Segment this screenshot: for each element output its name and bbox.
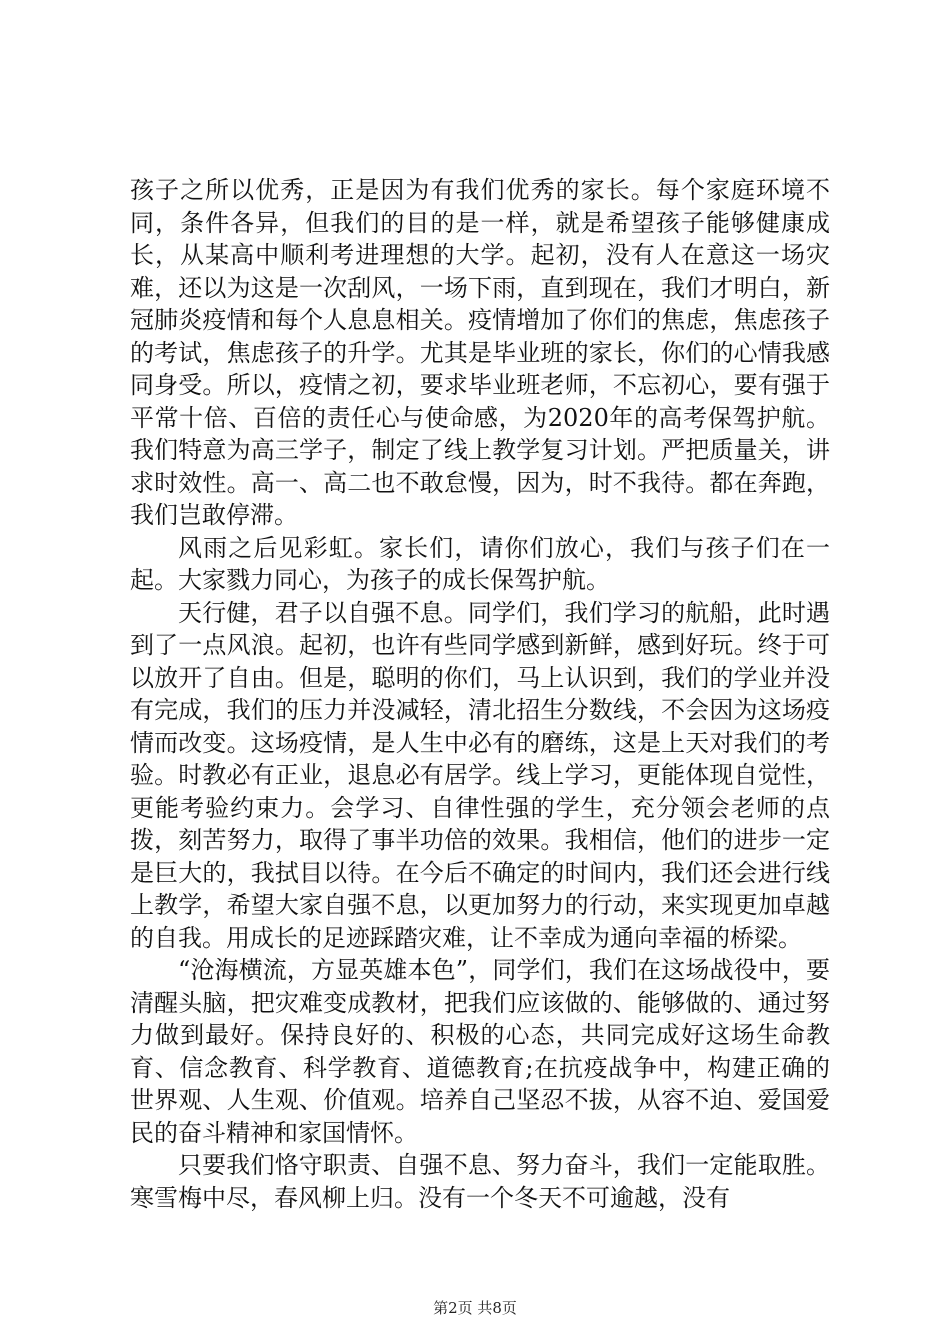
paragraph-5: 只要我们恪守职责、自强不息、努力奋斗，我们一定能取胜。寒雪梅中尽，春风柳上归。没有一个冬天不可逾越，没有 [130,1151,830,1212]
page-footer: 第2页 共8页 [433,1299,517,1317]
paragraph-2: 风雨之后见彩虹。家长们，请你们放心，我们与孩子们在一起。大家戮力同心，为孩子的成长保驾护航。 [130,533,830,594]
paragraph-4: “沧海横流，方显英雄本色”，同学们，我们在这场战役中，要清醒头脑，把灾难变成教材，把我们应该做的、能够做的、通过努力做到最好。保持良好的、积极的心态，共同完成好这场生命教育、信念教育、科学教育、道德教育;在抗疫战争中，构建正确的世界观、人生观、价值观。培养自己坚忍不拔，从容不迫、爱国爱民的奋斗精神和家国情怀。 [130,956,830,1147]
document-body [130,174,830,1214]
paragraph-3: 天行健，君子以自强不息。同学们，我们学习的航船，此时遇到了一点风浪。起初，也许有些同学感到新鲜，感到好玩。终于可以放开了自由。但是，聪明的你们，马上认识到，我们的学业并没有完成，我们的压力并没减轻，清北招生分数线，不会因为这场疫情而改变。这场疫情，是人生中必有的磨练，这是上天对我们的考验。时教必有正业，退息必有居学。线上学习，更能体现自觉性，更能考验约束力。会学习、自律性强的学生，充分领会老师的点拨，刻苦努力，取得了事半功倍的效果。我相信，他们的进步一定是巨大的，我拭目以待。在今后不确定的时间内，我们还会进行线上教学，希望大家自强不息，以更加努力的行动，来实现更加卓越的自我。用成长的足迹踩踏灾难，让不幸成为通向幸福的桥梁。 [130,598,830,952]
paragraph-1: 孩子之所以优秀，正是因为有我们优秀的家长。每个家庭环境不同，条件各异，但我们的目的是一样，就是希望孩子能够健康成长，从某高中顺利考进理想的大学。起初，没有人在意这一场灾难，还以为这是一次刮风，一场下雨，直到现在，我们才明白，新冠肺炎疫情和每个人息息相关。疫情增加了你们的焦虑，焦虑孩子的考试，焦虑孩子的升学。尤其是毕业班的家长，你们的心情我感同身受。所以，疫情之初，要求毕业班老师，不忘初心，要有强于平常十倍、百倍的责任心与使命感，为2020年的高考保驾护航。我们特意为高三学子，制定了线上教学复习计划。严把质量关，讲求时效性。高一、高二也不敢怠慢，因为，时不我待。都在奔跑，我们岂敢停滞。 [130,176,830,529]
